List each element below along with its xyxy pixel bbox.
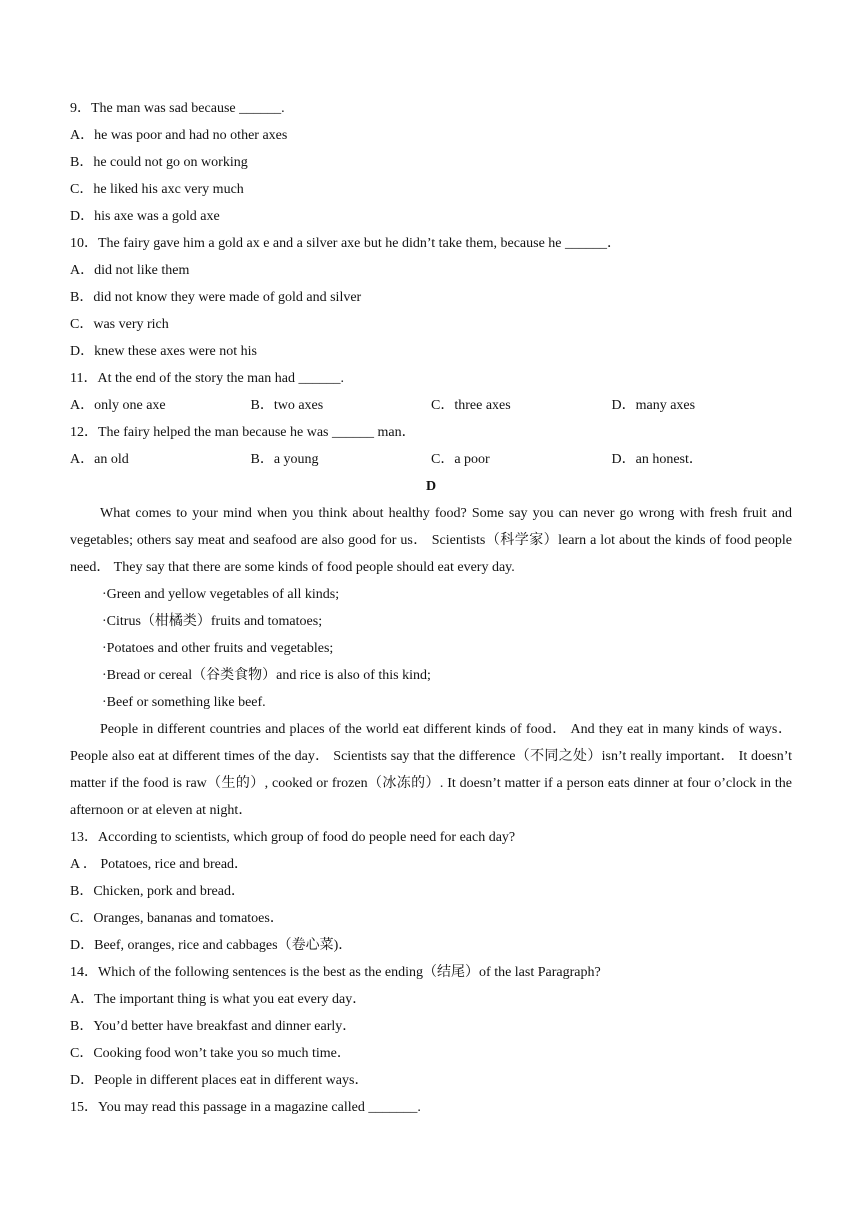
question-9-stem: 9．The man was sad because ______.	[70, 101, 285, 116]
question-14-stem: 14．Which of the following sentences is the best as the ending（结尾）of the last Paragraph?	[70, 965, 601, 980]
question-9-option-d: D．his axe was a gold axe	[70, 209, 220, 224]
question-11-option-a: A．only one axe	[70, 398, 166, 413]
question-10-option-b: B．did not know they were made of gold and silver	[70, 290, 362, 305]
question-9-option-b: B．he could not go on working	[70, 155, 248, 170]
question-10-stem: 10．The fairy gave him a gold ax e and a silver axe but he didn’t take them, because he ______．	[70, 236, 622, 251]
question-12-option-c: C．a poor	[431, 452, 490, 467]
question-10-option-c: C．was very rich	[70, 317, 169, 332]
question-13-option-d: D．Beef, oranges, rice and cabbages（卷心菜)．	[70, 938, 353, 953]
question-11-option-c: C．three axes	[431, 398, 511, 413]
question-12-option-d: D．an honest．	[611, 452, 703, 467]
section-d-title: D	[425, 479, 437, 494]
passage-d-bullet: ·Bread or cereal（谷类食物）and rice is also of this kind;	[102, 668, 431, 683]
passage-d-bullet: ·Potatoes and other fruits and vegetables;	[102, 641, 334, 656]
passage-d-bullet: ·Citrus（柑橘类）fruits and tomatoes;	[102, 614, 323, 629]
passage-d-paragraph-2: People in different countries and places of the world eat different kinds of food． And they eat in many kinds of ways． People also eat at different times of the day． Scientists say that the difference（不同之处）isn’t really important． It doesn’t matter if the food is raw（生的）, cooked or frozen（冰冻的）. It doesn’t matter if a person eats dinner at four o’clock in the afternoon or at eleven at night．	[70, 722, 792, 818]
question-13-stem: 13．According to scientists, which group of food do people need for each day?	[70, 830, 516, 845]
question-11-options	[70, 392, 792, 419]
question-13-option-c: C．Oranges, bananas and tomatoes．	[70, 911, 284, 926]
question-15-stem: 15．You may read this passage in a magazine called _______.	[70, 1100, 421, 1115]
question-10-option-d: D．knew these axes were not his	[70, 344, 258, 359]
question-9-option-c: C．he liked his axc very much	[70, 182, 244, 197]
question-12-options	[70, 446, 792, 473]
question-11-option-b: B．two axes	[250, 398, 324, 413]
question-12-option-b: B．a young	[250, 452, 319, 467]
question-10-option-a: A．did not like them	[70, 263, 190, 278]
question-13-option-a: A ． Potatoes, rice and bread．	[70, 857, 249, 872]
passage-d-bullet: ·Green and yellow vegetables of all kinds;	[102, 587, 340, 602]
question-12-stem: 12．The fairy helped the man because he was ______ man．	[70, 425, 416, 440]
question-14-option-a: A．The important thing is what you eat every day．	[70, 992, 367, 1007]
question-9-option-a: A．he was poor and had no other axes	[70, 128, 288, 143]
question-11-stem: 11．At the end of the story the man had ______.	[70, 371, 344, 386]
question-12-option-a: A．an old	[70, 452, 129, 467]
passage-d-bullet: ·Beef or something like beef.	[102, 695, 266, 710]
question-13-option-b: B．Chicken, pork and bread．	[70, 884, 245, 899]
question-14-option-d: D．People in different places eat in different ways．	[70, 1073, 369, 1088]
document-page	[70, 95, 792, 1121]
passage-d-paragraph-1: What comes to your mind when you think about healthy food? Some say you can never go wrong with fresh fruit and vegetables; others say meat and seafood are also good for us． Scientists（科学家）learn a lot about the kinds of food people need． They say that there are some kinds of food people should eat every day.	[70, 506, 792, 575]
question-14-option-b: B．You’d better have breakfast and dinner early．	[70, 1019, 357, 1034]
question-11-option-d: D．many axes	[611, 398, 696, 413]
question-14-option-c: C．Cooking food won’t take you so much time．	[70, 1046, 351, 1061]
